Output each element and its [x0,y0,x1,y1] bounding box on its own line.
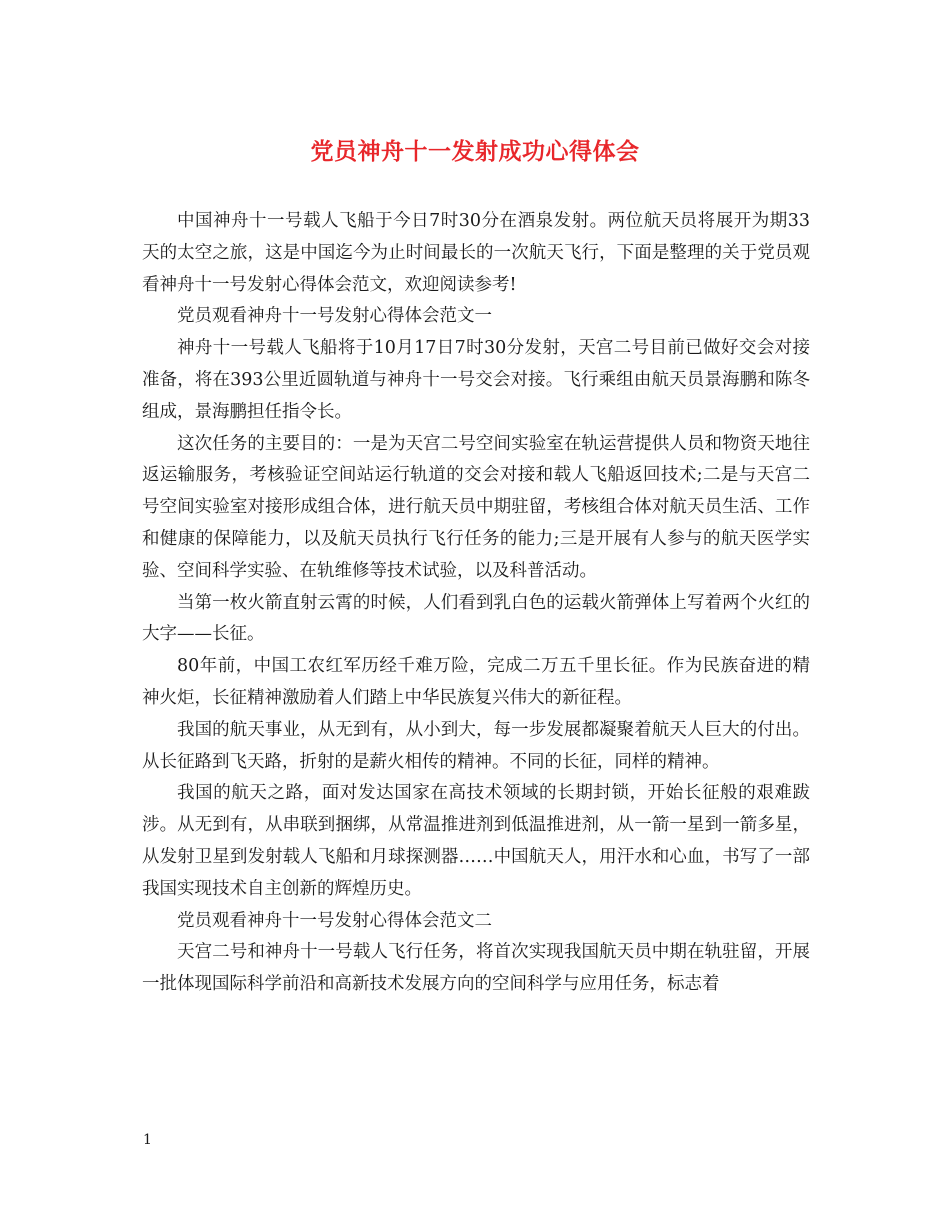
page-number: 1 [143,1132,152,1148]
paragraph: 我国的航天之路，面对发达国家在高技术领域的长期封锁，开始长征般的艰难跋涉。从无到有，从串联到捆绑，从常温推进剂到低温推进剂，从一箭一星到一箭多星，从发射卫星到发射载人飞船和月球探测器……中国航天人，用汗水和心血，书写了一部我国实现技术自主创新的辉煌历史。 [142,783,810,899]
document-title: 党员神舟十一发射成功心得体会 [310,138,640,165]
paragraph: 这次任务的主要目的：一是为天宫二号空间实验室在轨运营提供人员和物资天地往返运输服务，考核验证空间站运行轨道的交会对接和载人飞船返回技术;二是与天宫二号空间实验室对接形成组合体，进行航天员中期驻留，考核组合体对航天员生活、工作和健康的保障能力，以及航天员执行飞行任务的能力;三是开展有人参与的航天医学实验、空间科学实验、在轨维修等技术试验，以及科普活动。 [142,433,810,581]
paragraph: 神舟十一号载人飞船将于10月17日7时30分发射，天宫二号目前已做好交会对接准备，将在393公里近圆轨道与神舟十一号交会对接。飞行乘组由航天员景海鹏和陈冬组成，景海鹏担任指令长。 [142,338,810,422]
paragraph: 天宫二号和神舟十一号载人飞行任务，将首次实现我国航天员中期在轨驻留，开展一批体现国际科学前沿和高新技术发展方向的空间科学与应用任务，标志着 [142,942,810,995]
section-heading-1: 党员观看神舟十一号发射心得体会范文一 [177,306,492,327]
section-heading-2: 党员观看神舟十一号发射心得体会范文二 [177,910,492,931]
document-body [142,206,810,1001]
paragraph: 80年前，中国工农红军历经千难万险，完成二万五千里长征。作为民族奋进的精神火炬，长征精神激励着人们踏上中华民族复兴伟大的新征程。 [142,656,810,708]
paragraph: 我国的航天事业，从无到有，从小到大，每一步发展都凝聚着航天人巨大的付出。从长征路到飞天路，折射的是薪火相传的精神。不同的长征，同样的精神。 [142,719,810,772]
paragraph: 当第一枚火箭直射云霄的时候，人们看到乳白色的运载火箭弹体上写着两个火红的大字——长征。 [142,592,810,645]
paragraph-intro: 中国神舟十一号载人飞船于今日7时30分在酒泉发射。两位航天员将展开为期33天的太空之旅，这是中国迄今为止时间最长的一次航天飞行，下面是整理的关于党员观看神舟十一号发射心得体会范文，欢迎阅读参考! [142,211,810,295]
